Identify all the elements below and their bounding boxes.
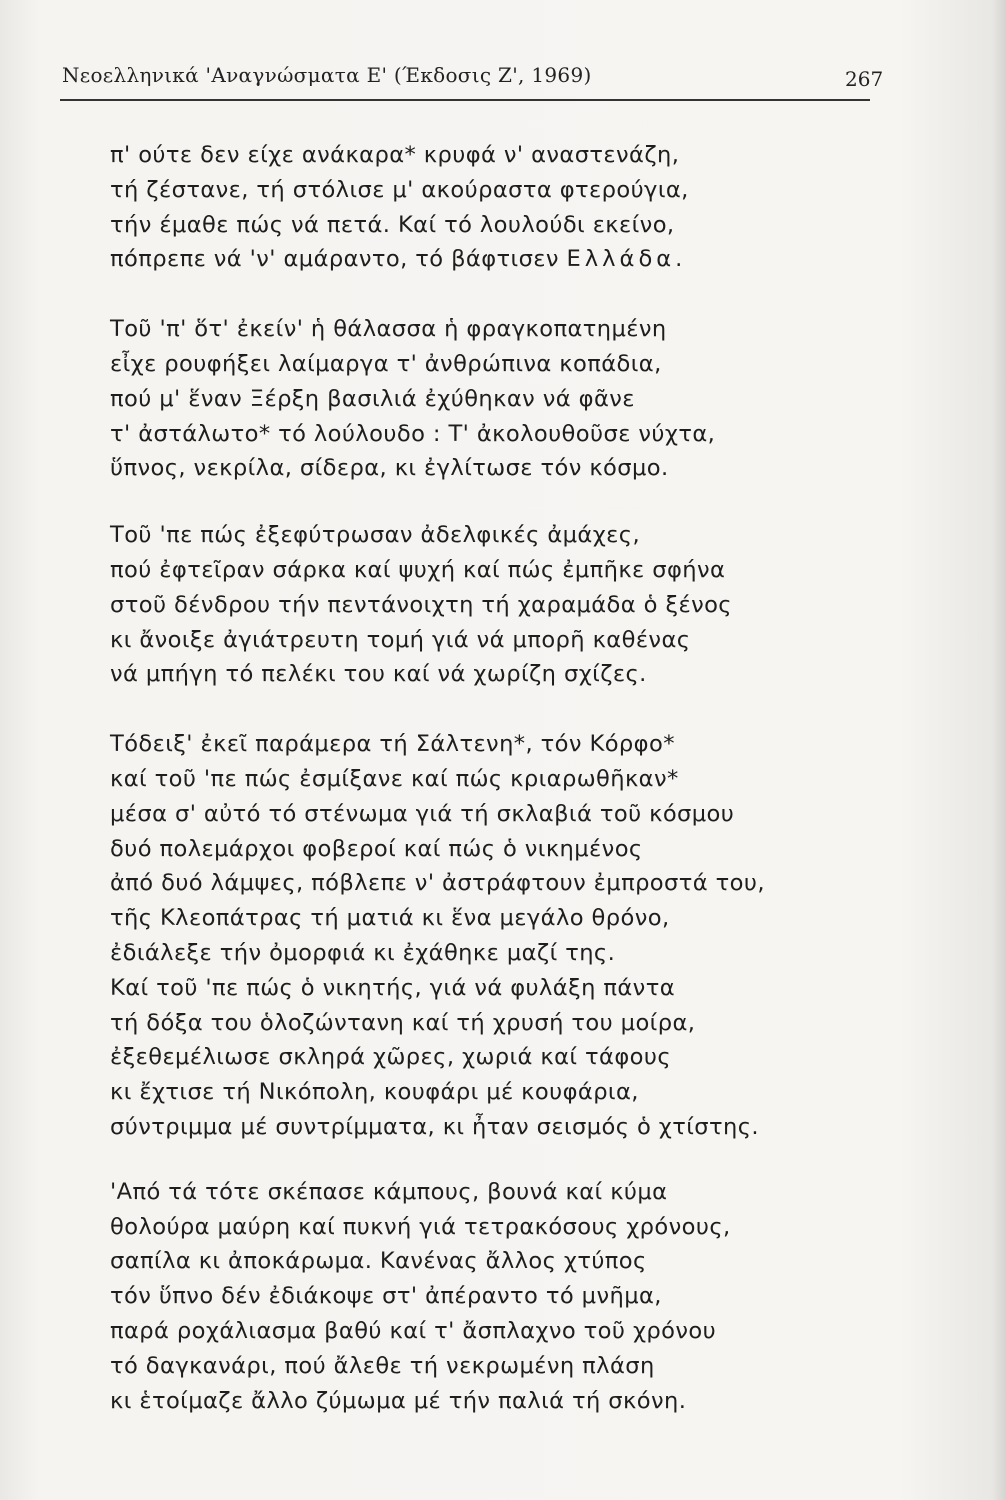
spaced-word: Ελλάδα.: [566, 246, 687, 273]
poem-line: ἐξεθεμέλιωσε σκληρά χῶρες, χωριά καί τάφους: [110, 1044, 672, 1071]
header-rule: [60, 99, 870, 101]
poem-line: πού μ' ἕναν Ξέρξη βασιλιά ἐχύθηκαν νά φᾶνε: [110, 385, 635, 412]
poem-line: νά μπήγη τό πελέκι του καί νά χωρίζη σχίζες.: [110, 661, 647, 688]
poem-line: στοῦ δένδρου τήν πεντάνοιχτη τή χαραμάδα ὁ ξένος: [110, 591, 732, 618]
poem-line: τή δόξα του ὁλοζώντανη καί τή χρυσή του μοίρα,: [110, 1009, 696, 1036]
running-head: Νεοελληνικά 'Αναγνώσματα Ε' (Έκδοσις Ζ', 1969): [62, 63, 592, 87]
poem-line: Τοῦ 'π' ὅτ' ἐκείν' ἡ θάλασσα ἡ φραγκοπατημένη: [110, 316, 667, 343]
poem-line: κι ἑτοίμαζε ἄλλο ζύμωμα μέ τήν παλιά τή σκόνη.: [110, 1387, 687, 1414]
poem-line: ὕπνος, νεκρίλα, σίδερα, κι ἐγλίτωσε τόν κόσμο.: [110, 455, 669, 482]
poem-line: κι ἄνοιξε ἀγιάτρευτη τομή γιά νά μπορῆ καθένας: [110, 626, 691, 653]
poem-line: π' ούτε δεν είχε ανάκαρα* κρυφά ν' αναστενάζη,: [110, 142, 680, 168]
stanza-5: [110, 1175, 970, 1419]
poem-line: σαπίλα κι ἀποκάρωμα. Κανένας ἄλλος χτύπος: [110, 1248, 647, 1275]
poem-line: δυό πολεμάρχοι φοβεροί καί πώς ὁ νικημένος: [110, 835, 643, 862]
poem-line: πού ἐφτεῖραν σάρκα καί ψυχή καί πώς ἐμπῆκε σφήνα: [110, 556, 726, 583]
poem-line: ἐδιάλεξε τήν ὀμορφιά κι ἐχάθηκε μαζί της.: [110, 939, 616, 966]
poem-line: τ' ἀστάλωτο* τό λούλουδο : Τ' ἀκολουθοῦσε νύχτα,: [110, 420, 716, 447]
poem-line: σύντριμμα μέ συντρίμματα, κι ἦταν σεισμός ὁ χτίστης.: [110, 1113, 759, 1140]
stanza-1: [110, 138, 970, 277]
poem-line: Τόδειξ' ἐκεῖ παράμερα τή Σάλτενη*, τόν Κόρφο*: [110, 731, 675, 758]
poem-line: [110, 242, 970, 277]
poem-line: τό δαγκανάρι, πού ἄλεθε τή νεκρωμένη πλάση: [110, 1352, 655, 1379]
poem-line: Καί τοῦ 'πε πώς ὁ νικητής, γιά νά φυλάξη πάντα: [110, 974, 675, 1001]
poem-line: παρά ροχάλιασμα βαθύ καί τ' ἄσπλαχνο τοῦ χρόνου: [110, 1317, 717, 1344]
poem-text: [110, 138, 970, 1418]
poem-line: τή ζέστανε, τή στόλισε μ' ακούραστα φτερούγια,: [110, 176, 689, 203]
stanza-3: [110, 518, 970, 692]
page-number: 267: [845, 67, 884, 91]
poem-line: ἀπό δυό λάμψες, πόβλεπε ν' ἀστράφτουν ἐμπροστά του,: [110, 870, 765, 897]
poem-line: 'Από τά τότε σκέπασε κάμπους, βουνά καί κύμα: [110, 1178, 668, 1205]
poem-line: θολούρα μαύρη καί πυκνή γιά τετρακόσους χρόνους,: [110, 1213, 731, 1240]
poem-line: τόν ὕπνο δέν ἐδιάκοψε στ' ἀπέραντο τό μνῆμα,: [110, 1283, 662, 1310]
poem-line: Τοῦ 'πε πώς ἐξεφύτρωσαν ἀδελφικές ἀμάχες,: [110, 522, 641, 549]
poem-line: κι ἔχτισε τή Νικόπολη, κουφάρι μέ κουφάρια,: [110, 1079, 639, 1106]
poem-line: τήν έμαθε πώς νά πετά. Καί τό λουλούδι εκείνο,: [110, 211, 675, 238]
poem-line: μέσα σ' αὐτό τό στένωμα γιά τή σκλαβιά τοῦ κόσμου: [110, 800, 735, 827]
poem-line: εἶχε ρουφήξει λαίμαργα τ' ἀνθρώπινα κοπάδια,: [110, 350, 662, 377]
poem-line: τῆς Κλεοπάτρας τή ματιά κι ἕνα μεγάλο θρόνο,: [110, 905, 670, 932]
page-edge-shadow: [992, 0, 1006, 1500]
stanza-4: [110, 727, 970, 1145]
page-header: [50, 63, 1006, 97]
poem-line-text: πόπρεπε νά 'ν' αμάραντο, τό βάφτισεν: [110, 246, 559, 273]
poem-line: καί τοῦ 'πε πώς ἐσμίξανε καί πώς κριαρωθῆκαν*: [110, 765, 679, 792]
stanza-2: [110, 312, 970, 486]
